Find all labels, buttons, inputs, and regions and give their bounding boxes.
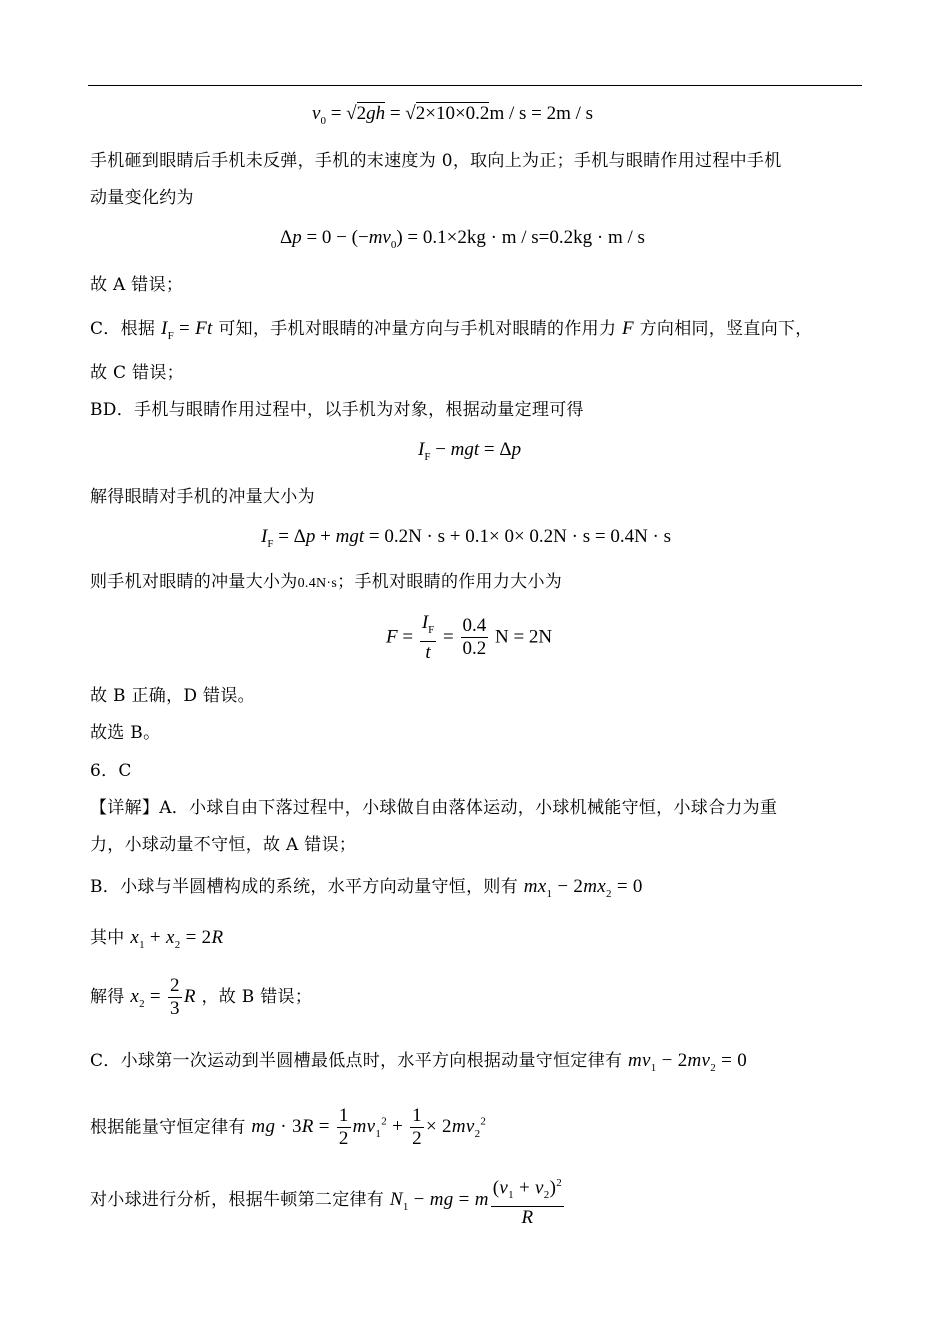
text-line — [90, 1098, 486, 1158]
equation-force: F = $\frac{I_F}{t}$ = $\frac{0.4}{0.2}$ N = 2N — [386, 612, 553, 663]
text-segment: ，故 B 错误； — [201, 987, 313, 1007]
text-line: 【详解】A．小球自由下落过程中，小球做自由落体运动，小球机械能守恒，小球合力为重 — [90, 798, 778, 818]
text-segment: 方向相同，竖直向下， — [639, 319, 813, 339]
text-segment: 根据能量守恒定律有 — [90, 1117, 246, 1138]
question-number: 6．C — [90, 761, 132, 781]
text-line: 力，小球动量不守恒，故 A 错误； — [90, 835, 357, 855]
equation-momentum-theorem: $I_F$ − mgt = Δp — [418, 439, 522, 463]
text-segment: 可知，手机对眼睛的冲量方向与手机对眼睛的作用力 — [218, 319, 617, 339]
text-line: 解得眼睛对手机的冲量大小为 — [90, 487, 315, 507]
text-segment: 解得 — [90, 987, 125, 1007]
text-segment: C．根据 — [90, 319, 156, 339]
inline-formula: F — [621, 318, 634, 339]
text-line: 动量变化约为 — [90, 188, 194, 208]
inline-value: 0.4N·s — [297, 576, 338, 591]
text-segment: 其中 — [90, 928, 125, 948]
inline-formula: $I_F = Ft$ — [160, 318, 213, 342]
text-line — [90, 1050, 747, 1079]
text-line: 故选 B。 — [90, 723, 161, 743]
text-line — [90, 318, 813, 347]
text-line: 故 B 正确，D 错误。 — [90, 686, 255, 706]
text-segment: ；手机对眼睛的作用力大小为 — [337, 572, 563, 592]
text-line: 故 A 错误； — [90, 275, 184, 295]
text-line — [90, 975, 312, 1026]
equation-v0: $v_0 = √2gh = √2\times 10\times 0.2m / s = 2m / s$ — [312, 103, 594, 127]
text-segment: C．小球第一次运动到半圆槽最低点时，水平方向根据动量守恒定律有 — [90, 1051, 623, 1071]
text-segment: 对小球进行分析，根据牛顿第二定律有 — [90, 1190, 385, 1210]
equation-delta-p: $\Delta p = 0 - (-mv_0) = 0.1\times 2kg \cdot m / s=0.2kg \cdot m / s$ — [280, 227, 645, 251]
text-segment: B．小球与半圆槽构成的系统，水平方向动量守恒，则有 — [90, 877, 518, 897]
text-line: 故 C 错误； — [90, 363, 184, 383]
text-segment: 则手机对眼睛的冲量大小为 — [90, 572, 298, 592]
inline-formula: $N_1$ − mg = m $\frac{(v_1 + v_2)^2}{R}$ — [390, 1189, 566, 1210]
equation-impulse: $I_F = \Delta p$ + mgt = 0.2N · s + 0.1× 0× 0.2N · s = 0.4N · s — [261, 526, 672, 550]
text-line: 手机砸到眼睛后手机未反弹，手机的末速度为 0，取向上为正；手机与眼睛作用过程中手机 — [90, 151, 782, 171]
text-line — [90, 927, 223, 956]
text-line — [90, 1172, 566, 1235]
inline-formula: $mx_1 - 2mx_2 = 0$ — [523, 876, 643, 900]
inline-formula: $x_1 + x_2 = 2R$ — [130, 927, 224, 951]
inline-formula: $x_2$ = $\frac{2}{3}$ R — [130, 975, 196, 1020]
text-line — [90, 571, 562, 595]
inline-formula: $mv_1 - 2mv_2 = 0$ — [628, 1050, 748, 1074]
text-line: BD．手机与眼睛作用过程中，以手机为对象，根据动量定理可得 — [90, 400, 584, 420]
inline-formula: mg · 3R = $\frac{1}{2}$ $mv_1^2$ + $\frac{1}{2}$ × $2mv_2^2$ — [251, 1105, 487, 1150]
header-rule — [88, 85, 862, 86]
text-line — [90, 876, 643, 905]
